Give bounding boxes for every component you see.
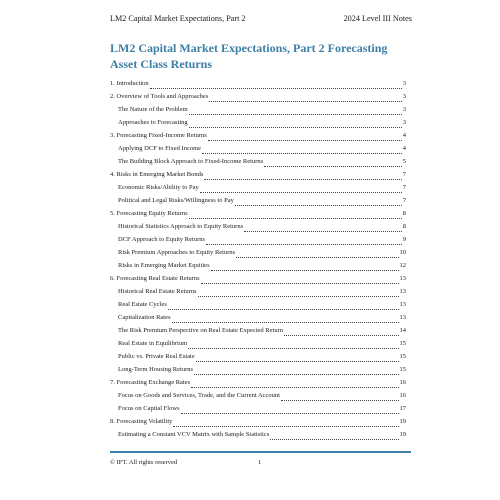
toc-entry-page-number: 16 <box>399 379 406 386</box>
toc-entry-label: Applying DCF to Fixed Income <box>118 145 202 152</box>
toc-dot-leader <box>202 145 402 154</box>
toc-entry-page-number: 7 <box>402 171 406 178</box>
toc-dot-leader <box>235 197 402 206</box>
toc-subsection-entry[interactable] <box>110 116 406 129</box>
toc-entry-page-number: 13 <box>399 275 406 282</box>
toc-subsection-entry[interactable] <box>110 103 406 116</box>
toc-entry-label: Real Estate Cycles <box>118 301 167 308</box>
toc-entry-page-number: 19 <box>399 418 406 425</box>
toc-dot-leader <box>244 223 402 232</box>
toc-dot-leader <box>194 366 398 375</box>
footer-page-number: 1 <box>258 459 262 466</box>
toc-dot-leader <box>196 353 399 362</box>
toc-entry-label: Focus on Goods and Services, Trade, and the Current Account <box>118 392 280 399</box>
toc-dot-leader <box>281 392 399 401</box>
toc-entry-page-number: 5 <box>402 158 406 165</box>
toc-entry-label: DCF Approach to Equity Returns <box>118 236 206 243</box>
toc-entry-page-number: 15 <box>399 366 406 373</box>
toc-entry-page-number: 10 <box>399 249 406 256</box>
toc-entry-page-number: 14 <box>399 327 406 334</box>
toc-dot-leader <box>173 418 398 427</box>
toc-entry-label: Focus on Capital Flows <box>118 405 180 412</box>
toc-entry-label: 4. Risks in Emerging Market Bonds <box>110 171 204 178</box>
toc-dot-leader <box>236 249 398 258</box>
toc-dot-leader <box>204 171 401 180</box>
toc-entry-page-number: 17 <box>399 405 406 412</box>
toc-entry-page-number: 3 <box>402 80 406 87</box>
header-module-title: LM2 Capital Market Expectations, Part 2 <box>110 14 246 23</box>
footer-copyright: © IFT. All rights reserved <box>110 459 178 466</box>
toc-subsection-entry[interactable] <box>110 428 406 441</box>
toc-dot-leader <box>284 327 399 336</box>
toc-subsection-entry[interactable] <box>110 298 406 311</box>
toc-entry-page-number: 16 <box>399 392 406 399</box>
toc-entry-label: Estimating a Constant VCV Matrix with Sample Statistics <box>118 431 270 438</box>
toc-subsection-entry[interactable] <box>110 402 406 415</box>
toc-entry-label: 1. Introduction <box>110 80 149 87</box>
toc-section-entry[interactable] <box>110 272 406 285</box>
toc-entry-page-number: 7 <box>402 197 406 204</box>
toc-entry-page-number: 13 <box>399 301 406 308</box>
toc-dot-leader <box>150 80 402 89</box>
toc-dot-leader <box>189 106 402 115</box>
toc-entry-label: The Building Block Approach to Fixed-Income Returns <box>118 158 264 165</box>
toc-entry-label: Economic Risks/Ability to Pay <box>118 184 199 191</box>
toc-subsection-entry[interactable] <box>110 311 406 324</box>
toc-section-entry[interactable] <box>110 207 406 220</box>
toc-entry-label: 5. Forecasting Equity Returns <box>110 210 188 217</box>
toc-dot-leader <box>189 119 402 128</box>
toc-dot-leader <box>172 314 399 323</box>
toc-entry-page-number: 8 <box>402 223 406 230</box>
toc-entry-page-number: 7 <box>402 184 406 191</box>
toc-dot-leader <box>201 275 399 284</box>
toc-entry-page-number: 4 <box>402 145 406 152</box>
toc-entry-page-number: 3 <box>402 119 406 126</box>
toc-entry-label: Historical Real Estate Returns <box>118 288 197 295</box>
toc-entry-label: Political and Legal Risks/Willingness to Pay <box>118 197 234 204</box>
toc-subsection-entry[interactable] <box>110 181 406 194</box>
toc-section-entry[interactable] <box>110 376 406 389</box>
toc-entry-page-number: 3 <box>402 93 406 100</box>
toc-entry-page-number: 4 <box>402 132 406 139</box>
toc-dot-leader <box>209 93 401 102</box>
toc-entry-label: The Risk Premium Perspective on Real Estate Expected Return <box>118 327 283 334</box>
toc-dot-leader <box>208 132 402 141</box>
toc-subsection-entry[interactable] <box>110 350 406 363</box>
toc-entry-label: 6. Forecasting Real Estate Returns <box>110 275 200 282</box>
toc-subsection-entry[interactable] <box>110 337 406 350</box>
toc-entry-page-number: 8 <box>402 210 406 217</box>
toc-entry-label: Capitalization Rates <box>118 314 171 321</box>
toc-entry-label: Approaches to Forecasting <box>118 119 188 126</box>
toc-entry-label: Public vs. Private Real Estate <box>118 353 195 360</box>
toc-entry-page-number: 13 <box>399 288 406 295</box>
toc-entry-label: Risks in Emerging Market Equities <box>118 262 210 269</box>
toc-subsection-entry[interactable] <box>110 285 406 298</box>
toc-subsection-entry[interactable] <box>110 324 406 337</box>
toc-section-entry[interactable] <box>110 129 406 142</box>
toc-section-entry[interactable] <box>110 168 406 181</box>
toc-entry-label: Historical Statistics Approach to Equity Returns <box>118 223 244 230</box>
toc-entry-page-number: 3 <box>402 106 406 113</box>
toc-entry-page-number: 9 <box>402 236 406 243</box>
toc-entry-page-number: 19 <box>399 431 406 438</box>
toc-entry-label: Real Estate in Equilibrium <box>118 340 188 347</box>
toc-dot-leader <box>264 158 402 167</box>
toc-dot-leader <box>168 301 399 310</box>
toc-dot-leader <box>206 236 402 245</box>
toc-subsection-entry[interactable] <box>110 142 406 155</box>
toc-entry-label: Long-Term Housing Returns <box>118 366 194 373</box>
toc-subsection-entry[interactable] <box>110 389 406 402</box>
toc-subsection-entry[interactable] <box>110 194 406 207</box>
toc-entry-page-number: 13 <box>399 314 406 321</box>
toc-entry-page-number: 12 <box>399 262 406 269</box>
toc-subsection-entry[interactable] <box>110 246 406 259</box>
toc-dot-leader <box>270 431 398 440</box>
toc-entry-label: 8. Forecasting Volatility <box>110 418 173 425</box>
toc-dot-leader <box>191 379 398 388</box>
page-title: LM2 Capital Market Expectations, Part 2 Forecasting Asset Class Returns <box>110 41 388 71</box>
footer-divider <box>110 451 411 453</box>
toc-dot-leader <box>200 184 402 193</box>
toc-entry-label: 3. Forecasting Fixed-Income Returns <box>110 132 207 139</box>
toc-section-entry[interactable] <box>110 77 406 90</box>
toc-subsection-entry[interactable] <box>110 363 406 376</box>
toc-entry-label: Risk Premium Approaches to Equity Returns <box>118 249 236 256</box>
toc-section-entry[interactable] <box>110 415 406 428</box>
toc-entry-page-number: 15 <box>399 340 406 347</box>
toc-subsection-entry[interactable] <box>110 233 406 246</box>
table-of-contents <box>110 77 406 441</box>
toc-dot-leader <box>189 210 402 219</box>
toc-dot-leader <box>181 405 399 414</box>
toc-section-entry[interactable] <box>110 90 406 103</box>
toc-dot-leader <box>188 340 398 349</box>
toc-entry-label: 7. Forecasting Exchange Rates <box>110 379 191 386</box>
toc-dot-leader <box>198 288 399 297</box>
toc-entry-label: The Nature of the Problem <box>118 106 188 113</box>
toc-dot-leader <box>211 262 399 271</box>
toc-subsection-entry[interactable] <box>110 220 406 233</box>
toc-subsection-entry[interactable] <box>110 259 406 272</box>
running-header <box>110 12 412 26</box>
header-series-title: 2024 Level III Notes <box>343 14 412 23</box>
toc-entry-page-number: 15 <box>399 353 406 360</box>
toc-subsection-entry[interactable] <box>110 155 406 168</box>
toc-entry-label: 2. Overview of Tools and Approaches <box>110 93 209 100</box>
